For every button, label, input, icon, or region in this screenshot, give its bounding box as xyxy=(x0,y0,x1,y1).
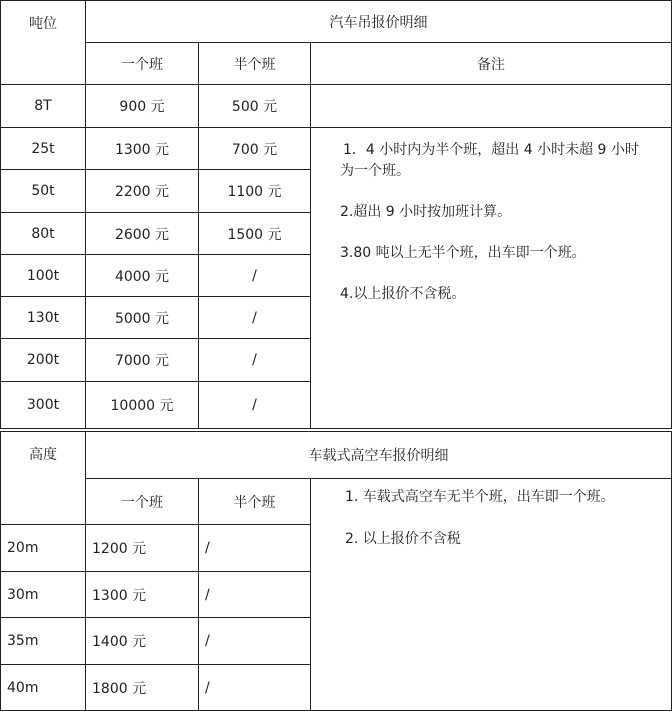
aerial-notes xyxy=(311,479,672,711)
height-cell: 40m xyxy=(1,665,86,711)
table-row xyxy=(1,128,672,170)
half-price-cell: / xyxy=(199,297,311,339)
note-2: 2.超出 9 小时按加班计算。 xyxy=(340,204,512,220)
aerial-title: 车载式高空车报价明细 xyxy=(86,432,672,479)
note-3: 3.80 吨以上无半个班，出车即一个班。 xyxy=(340,245,586,261)
full-price-cell: 1200 元 xyxy=(86,525,199,572)
crane-title: 汽车吊报价明细 xyxy=(86,1,672,43)
tonnage-cell: 8T xyxy=(1,85,86,128)
tonnage-cell: 130t xyxy=(1,297,86,339)
half-price-cell: 1100 元 xyxy=(199,170,311,213)
tonnage-cell: 300t xyxy=(1,382,86,429)
half-price-cell: 1500 元 xyxy=(199,213,311,255)
half-price-cell: / xyxy=(199,382,311,429)
height-cell: 20m xyxy=(1,525,86,572)
half-price-cell: / xyxy=(199,339,311,382)
full-price-cell: 7000 元 xyxy=(86,339,199,382)
tonnage-header: 吨位 xyxy=(1,1,86,85)
height-cell: 30m xyxy=(1,572,86,618)
full-price-cell: 2600 元 xyxy=(86,213,199,255)
crane-notes-header: 备注 xyxy=(311,43,672,85)
aerial-note-1: 1. 车载式高空车无半个班，出车即一个班。 xyxy=(345,489,615,505)
half-price-cell: / xyxy=(199,572,311,618)
half-price-cell: / xyxy=(199,255,311,297)
full-price-cell: 1400 元 xyxy=(86,618,199,665)
aerial-note-2: 2. 以上报价不含税 xyxy=(345,531,461,547)
note-1-cont: 为一个班。 xyxy=(340,163,410,179)
aerial-price-table xyxy=(0,431,672,711)
note-1: 1．4 小时内为半个班，超出 4 小时未超 9 小时 xyxy=(343,142,639,158)
tonnage-cell: 25t xyxy=(1,128,86,170)
tonnage-cell: 80t xyxy=(1,213,86,255)
full-price-cell: 10000 元 xyxy=(86,382,199,429)
full-price-cell: 5000 元 xyxy=(86,297,199,339)
empty-notes-cell xyxy=(311,85,672,128)
half-price-cell: 700 元 xyxy=(199,128,311,170)
aerial-half-shift-header: 半个班 xyxy=(199,479,311,525)
half-price-cell: 500 元 xyxy=(199,85,311,128)
note-4: 4.以上报价不含税。 xyxy=(340,286,466,302)
full-price-cell: 1300 元 xyxy=(86,572,199,618)
height-header: 高度 xyxy=(1,432,86,525)
crane-half-shift-header: 半个班 xyxy=(199,43,311,85)
aerial-full-shift-header: 一个班 xyxy=(86,479,199,525)
tonnage-cell: 50t xyxy=(1,170,86,213)
tonnage-cell: 200t xyxy=(1,339,86,382)
full-price-cell: 1800 元 xyxy=(86,665,199,711)
height-cell: 35m xyxy=(1,618,86,665)
full-price-cell: 1300 元 xyxy=(86,128,199,170)
crane-full-shift-header: 一个班 xyxy=(86,43,199,85)
half-price-cell: / xyxy=(199,525,311,572)
full-price-cell: 900 元 xyxy=(86,85,199,128)
crane-notes xyxy=(311,128,672,429)
tonnage-cell: 100t xyxy=(1,255,86,297)
table-row xyxy=(1,85,672,128)
half-price-cell: / xyxy=(199,618,311,665)
half-price-cell: / xyxy=(199,665,311,711)
full-price-cell: 2200 元 xyxy=(86,170,199,213)
full-price-cell: 4000 元 xyxy=(86,255,199,297)
